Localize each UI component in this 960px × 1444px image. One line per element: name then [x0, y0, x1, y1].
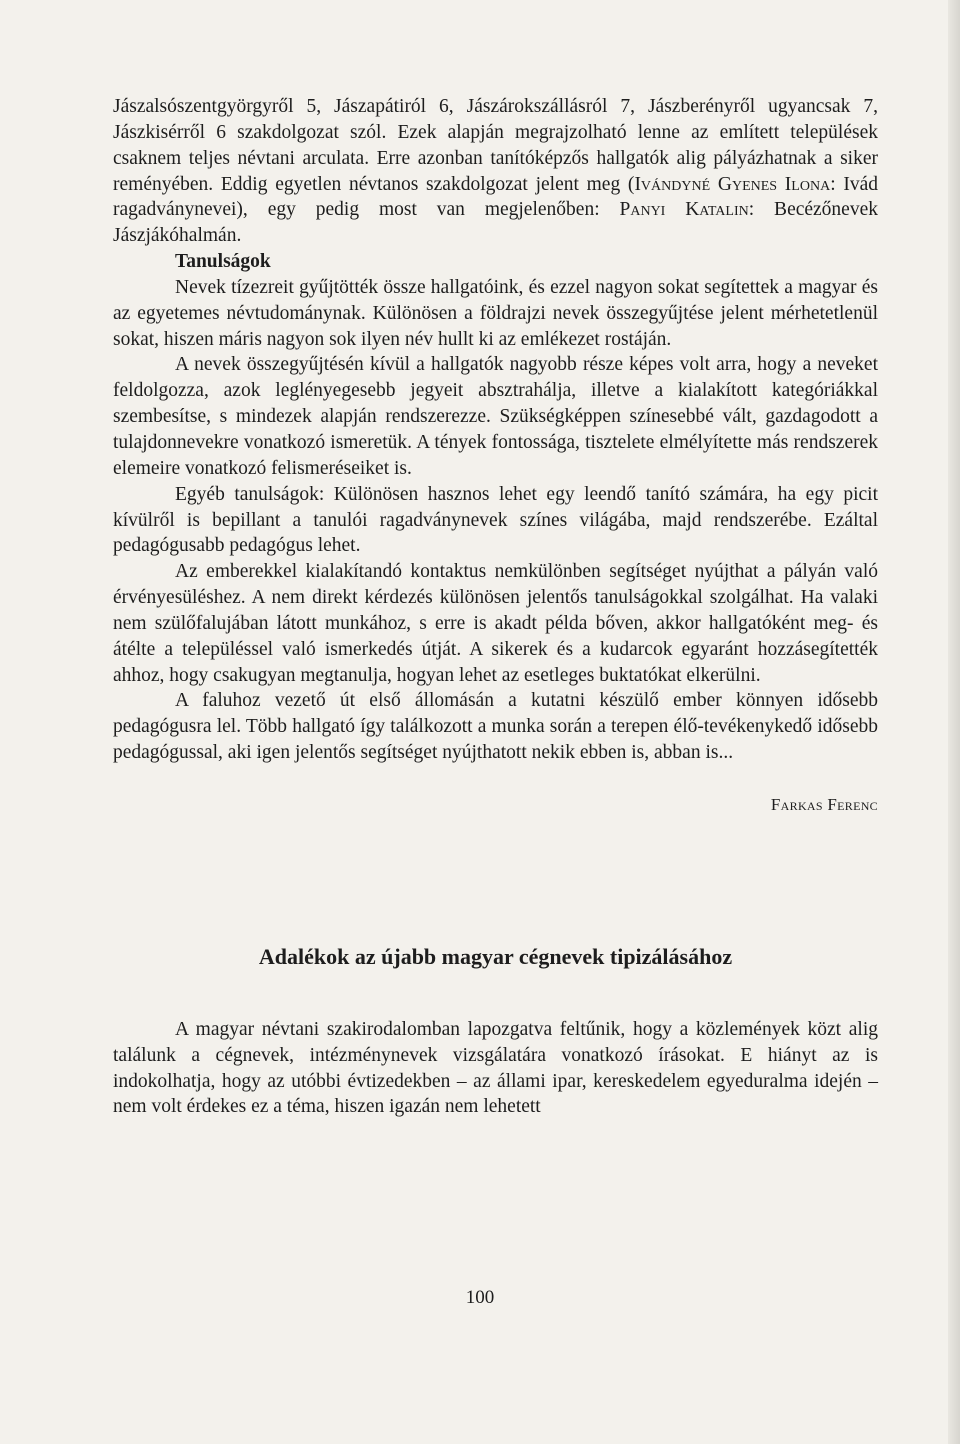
- body-paragraph: A nevek összegyűjtésén kívül a hallgatók nagyobb része képes volt arra, hogy a neveket feldolgozza, azok leglényegesebb jegyeit absztrahálja, illetve a kialakított kategóriákkal szembesítse, s mindezek alapján rendszerezze. Szükségképpen színesebbé vált, gazdagodott a tulajdonnevekre vonatkozó ismeretük. A tények fontossága, tisztelete elmélyítette más rendszerek elemeire vonatkozó felismeréseiket is.: [113, 354, 878, 479]
- author-signature: Farkas Ferenc: [770, 794, 878, 814]
- intro-text-middle: : Ivád ragadványnevei), egy pedig most van megjelenőben:: [113, 173, 878, 221]
- page-number: 100: [465, 1287, 495, 1308]
- intro-paragraph: [113, 94, 878, 249]
- body-paragraph: Az emberekkel kialakítandó kontaktus nemkülönben segítséget nyújthat a pályán való érvényesüléshez. A nem direkt kérdezés különösen jelentős tanulságokkal szolgálhat. Ha valaki nem szülőfalujában látott munkához, s erre is akadt példa bőven, akkor hallgatóként meg- és átélte a településsel való ismerkedés útját. A sikerek és a kudarcok egyaránt hozzásegítették ahhoz, hogy csakugyan megtanulja, hogyan lehet az esetleges buktatókat elkerülni.: [113, 561, 878, 686]
- article-paragraph: A magyar névtani szakirodalomban lapozgatva feltűnik, hogy a közlemények közt alig találunk a cégnevek, intézménynevek vizsgálatára vonatkozó írásokat. E hiányt az is indokolhatja, hogy az utóbbi évtizedekben – az állami ipar, kereskedelem egyeduralma idején – nem volt érdekes ez a téma, hiszen igazán nem lehetett: [113, 1018, 878, 1118]
- scan-page-edge: [948, 0, 960, 1444]
- article-body: [113, 1017, 878, 1120]
- intro-text-start: Jászalsószentgyörgyről 5, Jászapátiról 6, Jászárokszállásról 7, Jászberényről ugyancsak 7, Jászkisérről 6 szakdolgozat szól. Ezek alapján megrajzolható lenne az említett települések csaknem teljes névtani arculata. Erre azonban tanítóképzős hallgatók alig pályázhatnak a siker reményében. Eddig egyetlen névtanos szakdolgozat jelent meg (: [113, 96, 878, 195]
- page-content: [113, 94, 878, 1120]
- intro-text-end: : Becézőnevek Jászjákóhalmán.: [113, 199, 878, 247]
- cited-author-2: Panyi Katalin: [619, 199, 749, 221]
- body-paragraph: Egyéb tanulságok: Különösen hasznos lehet egy leendő tanító számára, ha egy picit kívülről is bepillant a tanulói ragadványnevek színes világába, majd rendszerébe. Ezáltal pedagógusabb pedagógus lehet.: [113, 483, 878, 557]
- article-title: Adalékok az újabb magyar cégnevek tipizálásához: [258, 943, 733, 969]
- body-paragraph: Nevek tízezreit gyűjtötték össze hallgatóink, és ezzel nagyon sokat segítettek a magyar és az egyetemes névtudománynak. Különösen a földrajzi nevek összegyűjtése jelent mérhetetlenül sokat, hiszen máris nagyon sok ilyen név hullt ki az emlékezet rostáján.: [113, 276, 878, 350]
- section-heading: Tanulságok: [175, 251, 271, 273]
- cited-author-1: Ivándyné Gyenes Ilona: [634, 173, 831, 195]
- body-paragraph: A faluhoz vezető út első állomásán a kutatni készülő ember könnyen idősebb pedagógusra lel. Több hallgató így találkozott a munka során a terepen élő-tevékenykedő idősebb pedagógussal, aki igen jelentős segítséget nyújthatott nekik ebben is, abban is...: [113, 690, 878, 764]
